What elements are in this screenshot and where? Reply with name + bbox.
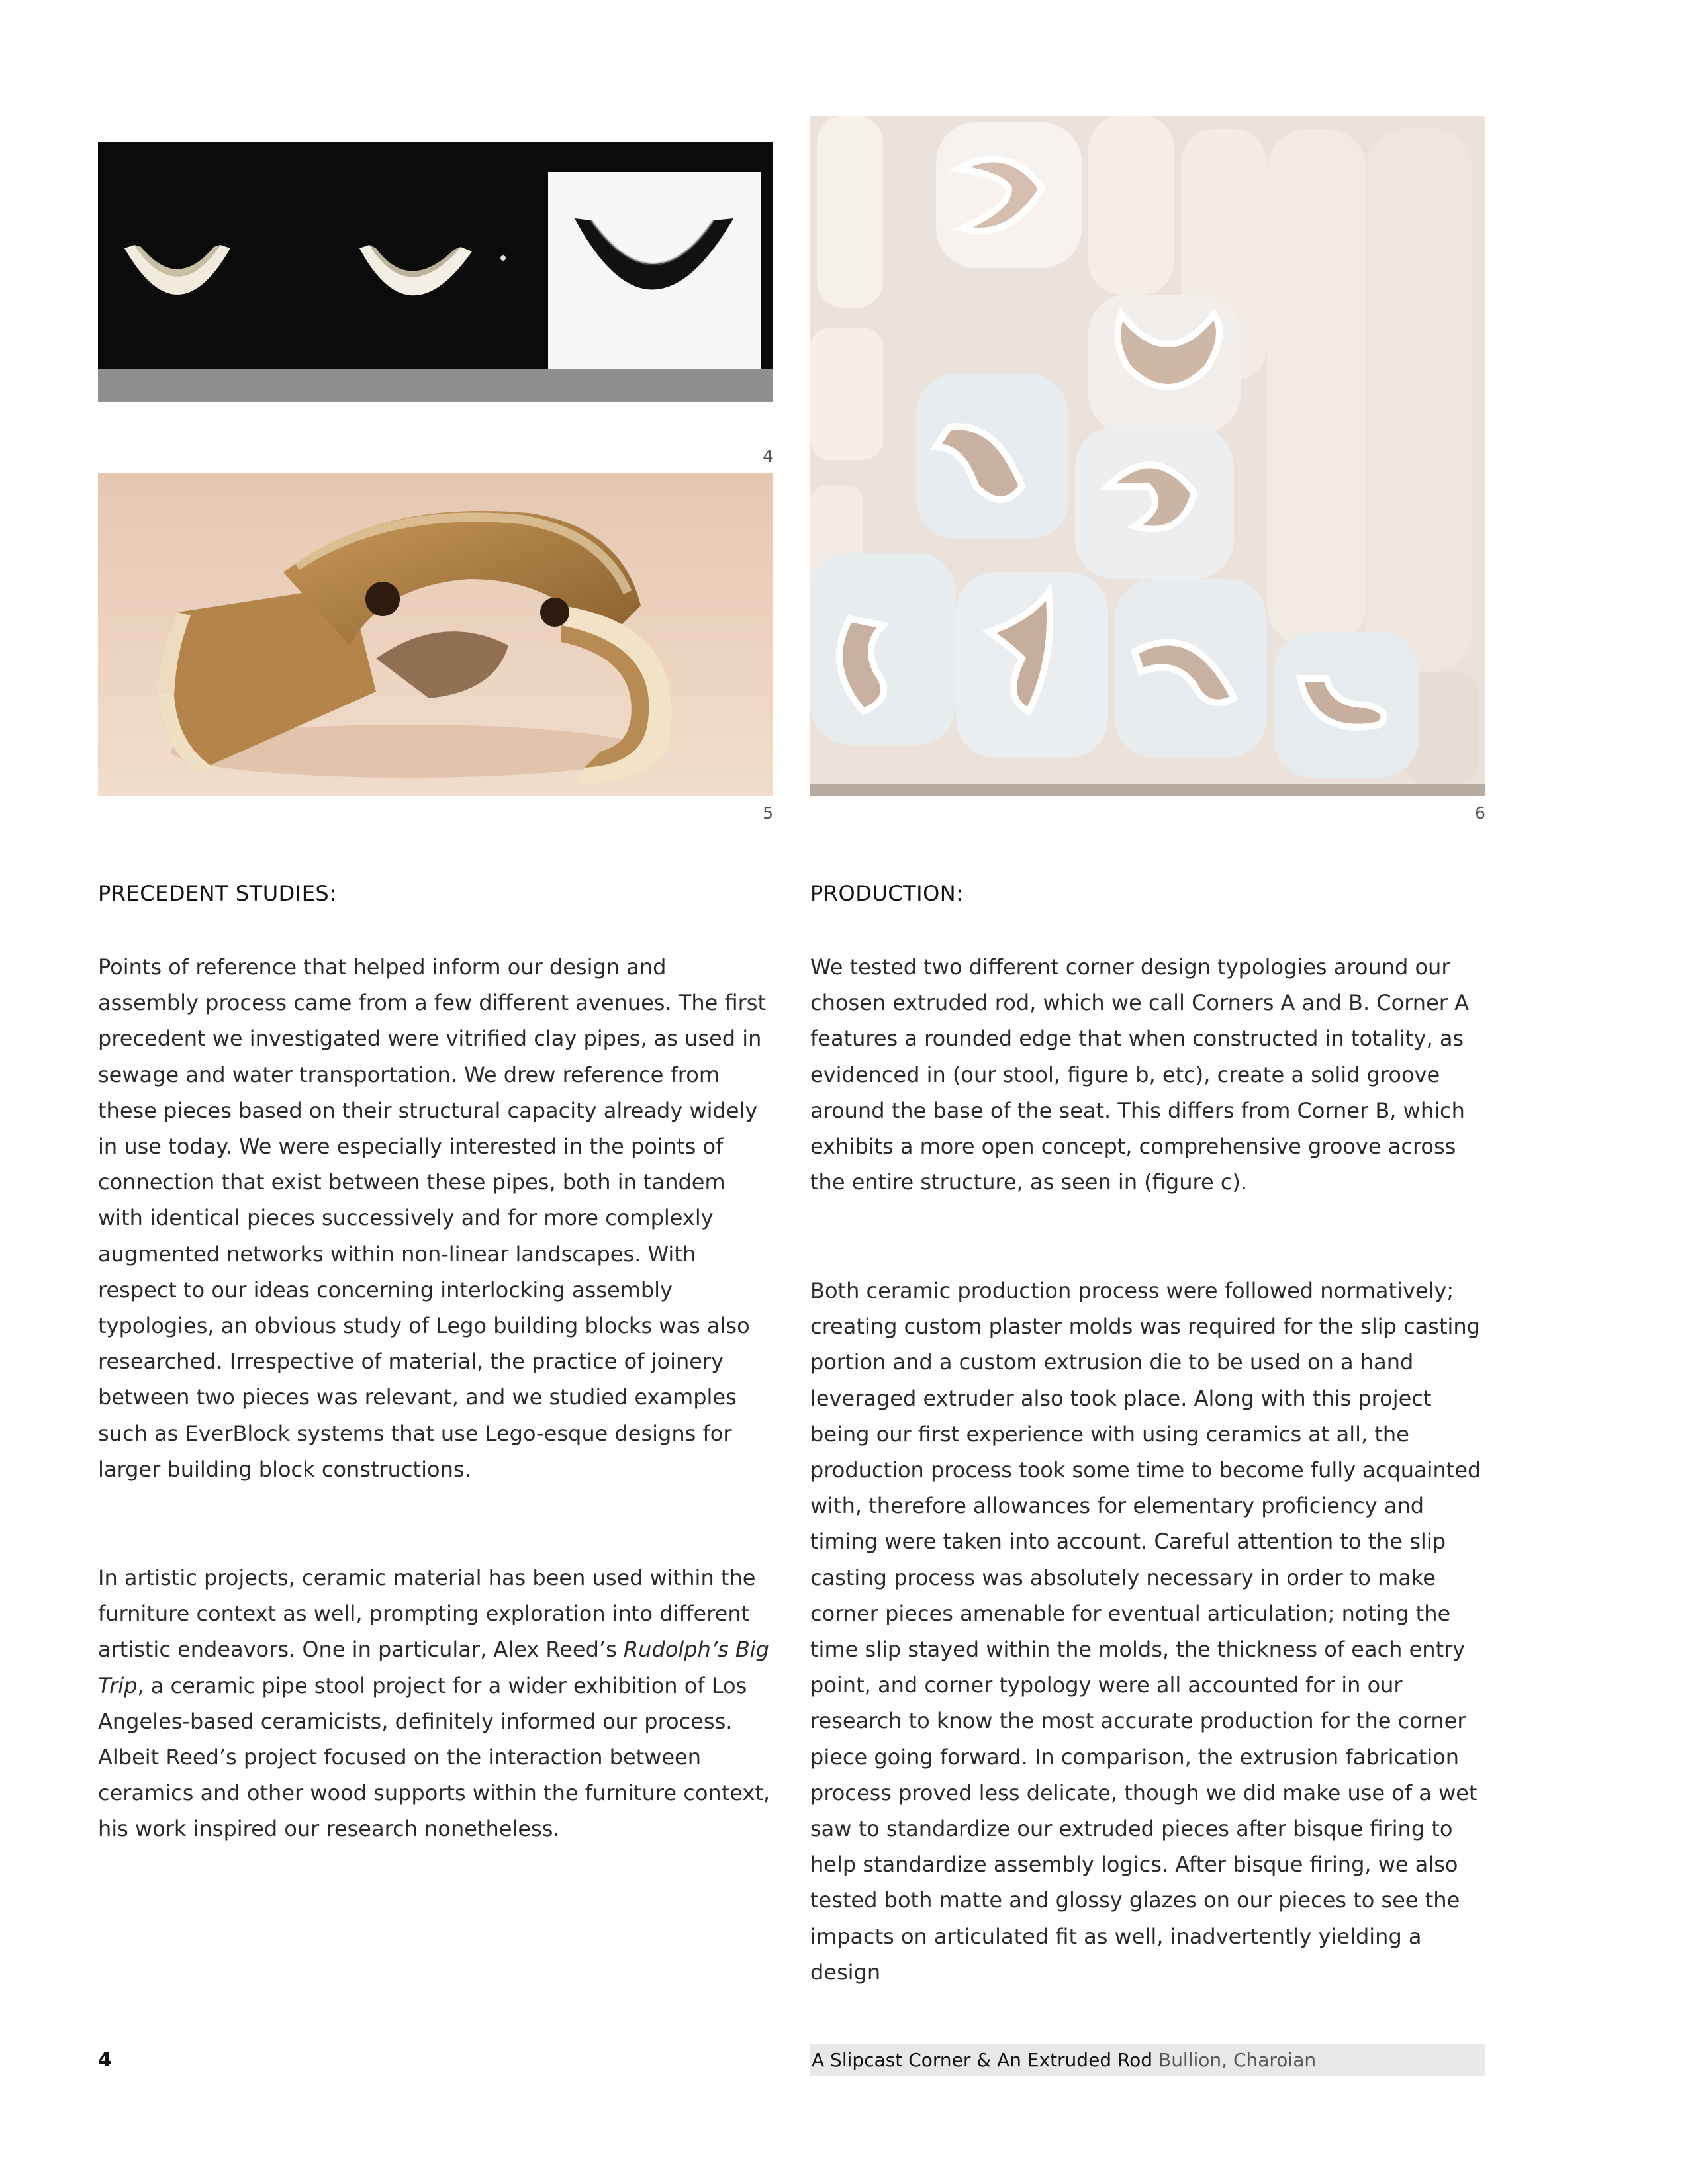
precedent-italic-title: Rudolph’s Big Trip — [98, 1637, 769, 1698]
figure-5-glazed-pipe-stool — [98, 473, 773, 796]
footer-authors: Bullion, Charoian — [1152, 2049, 1317, 2071]
figure-4-number: 4 — [763, 447, 773, 466]
production-paragraph-1: We tested two different corner design typologies around our chosen extruded rod, which we call Corners A and B. Corner A features a rounded edge that when constructed in totality, as evidenced in (our stool, figure b, etc), create a solid groove around the base of the seat. This differs from Corner B, which exhibits a more open concept, comprehensive groove across the entire structure, as seen in (figure c). — [810, 954, 1469, 1195]
precedent-paragraph-2: In artistic projects, ceramic material has been used within the furniture context as well, prompting exploration into different artistic endeavors. One in particular, Alex Reed’s Rudolph’s Big Trip, a ceramic pipe stool project for a wider exhibition of Los Angeles-based ceramicists, definitely informed our process. Albeit Reed’s project focused on the interaction between ceramics and other wood supports within the furniture context, his work inspired our research nonetheless. — [98, 1565, 771, 1842]
page-number: 4 — [98, 2048, 112, 2071]
figure-5-number: 5 — [763, 803, 773, 823]
figure-4-floor — [98, 369, 773, 402]
figure-6-corner-pieces-and-rods — [810, 116, 1485, 796]
footer-running-title — [812, 2049, 1316, 2071]
figure-6-number: 6 — [1475, 803, 1485, 823]
precedent-studies-heading: PRECEDENT STUDIES: — [98, 881, 337, 906]
footer-title: A Slipcast Corner & An Extruded Rod — [812, 2049, 1153, 2071]
precedent-paragraph-1: Points of reference that helped inform our design and assembly process came from a few different avenues. The first precedent we investigated were vitrified clay pipes, as used in sewage and water transportation. We drew reference from these pieces based on their structural capacity already widely in use today. We were especially interested in the points of connection that exist between these pipes, both in tandem with identical pieces successively and for more complexly augmented networks within non-linear landscapes. With respect to our ideas concerning interlocking assembly typologies, an obvious study of Lego building blocks was also researched. Irrespective of material, the practice of joinery between two pieces was relevant, and we studied examples such as EverBlock systems that use Lego-esque designs for larger building block constructions. — [98, 954, 767, 1482]
figure-4-clay-pipe-sections — [98, 142, 773, 402]
production-paragraph-2: Both ceramic production process were followed normatively; creating custom plaster molds was required for the slip casting portion and a custom extrusion die to be used on a hand leveraged extruder also took place. Along with this project being our first experience with using ceramics at all, the production process took some time to become fully acquainted with, therefore allowances for elementary proficiency and timing were taken into account. Careful attention to the slip casting process was absolutely necessary in order to make corner pieces amenable for eventual articulation; noting the time slip stayed within the molds, the thickness of each entry point, and corner typology were all accounted for in our research to know the most accurate production for the corner piece going forward. In comparison, the extrusion fabrication process proved less delicate, though we did make use of a wet saw to standardize our extruded pieces after bisque firing to help standardize assembly logics. After bisque firing, we also tested both matte and glossy glazes on our pieces to see the impacts on articulated fit as well, inadvertently yielding a design — [810, 1278, 1481, 1985]
production-heading: PRODUCTION: — [810, 881, 964, 906]
